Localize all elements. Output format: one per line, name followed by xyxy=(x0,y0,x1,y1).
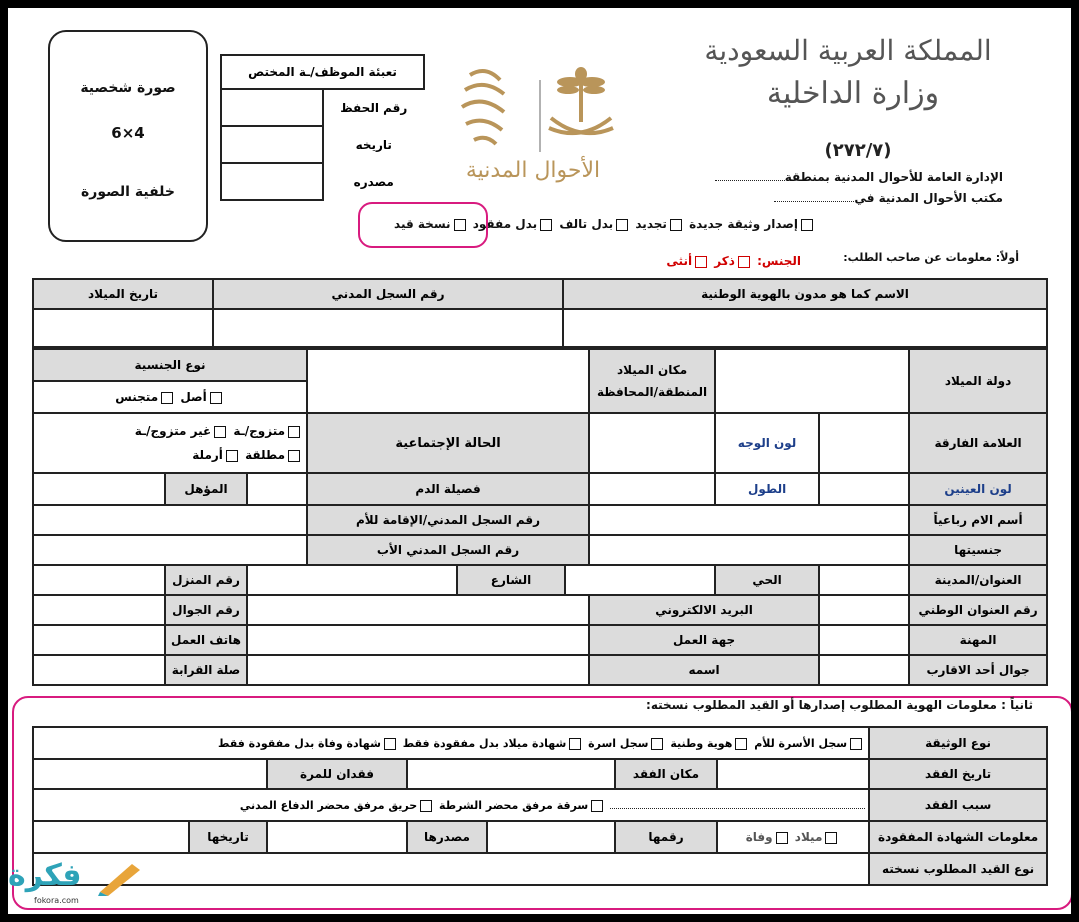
cert-source-label: مصدرها xyxy=(407,821,487,853)
work-phone-field[interactable] xyxy=(33,625,165,655)
form-number: (٢٧٢/٧) xyxy=(824,140,892,161)
relative-name-field[interactable] xyxy=(247,655,589,685)
ministry-title: وزارة الداخلية xyxy=(766,76,940,111)
cert-source-field[interactable] xyxy=(267,821,407,853)
fire-checkbox[interactable] xyxy=(420,800,432,812)
archive-source-field[interactable] xyxy=(221,163,323,200)
district-field[interactable] xyxy=(565,565,715,595)
email-label: البريد الالكتروني xyxy=(589,595,819,625)
archive-date-field[interactable] xyxy=(221,126,323,163)
qualification-field[interactable] xyxy=(33,473,165,505)
damaged-checkbox[interactable] xyxy=(616,219,628,231)
admin-line: الإدارة العامة للأحوال المدنية بمنطقة xyxy=(715,170,1003,184)
photo-box xyxy=(48,30,208,242)
theft-checkbox[interactable] xyxy=(591,800,603,812)
address-city-label: العنوان/المدينة xyxy=(909,565,1047,595)
record-copy-label: نوع القيد المطلوب نسخته xyxy=(869,853,1047,885)
cert-number-field[interactable] xyxy=(487,821,615,853)
office-line: مكتب الأحوال المدنية في xyxy=(774,191,1003,205)
civil-no-digits[interactable] xyxy=(213,309,563,347)
photo-background: خلفية الصورة xyxy=(81,184,175,200)
mother-nationality-label: جنسيتها xyxy=(909,535,1047,565)
original-checkbox[interactable] xyxy=(210,392,222,404)
logo-text: الأحوال المدنية xyxy=(465,158,601,183)
marital-status-label: الحالة الإجتماعية xyxy=(307,413,589,473)
house-no-field[interactable] xyxy=(33,565,165,595)
birth-country-field[interactable] xyxy=(307,349,589,413)
archive-date-label: تاريخه xyxy=(355,137,392,152)
email-field[interactable] xyxy=(247,595,589,625)
request-types: إصدار وثيقة جديدة تجديد بدل تالف بدل مفقود نسخة قيد xyxy=(394,217,816,231)
married-checkbox[interactable] xyxy=(288,426,300,438)
cert-date-field[interactable] xyxy=(33,821,189,853)
watermark xyxy=(8,858,148,910)
street-field[interactable] xyxy=(247,565,457,595)
mobile-field[interactable] xyxy=(33,595,165,625)
divorced-checkbox[interactable] xyxy=(288,450,300,462)
eye-color-field[interactable] xyxy=(819,473,909,505)
blood-type-field[interactable] xyxy=(247,473,307,505)
widow-checkbox[interactable] xyxy=(226,450,238,462)
archive-number-label: رقم الحفظ xyxy=(340,101,408,115)
loss-date-label: تاريخ الفقد xyxy=(869,759,1047,789)
national-address-label: رقم العنوان الوطني xyxy=(909,595,1047,625)
eye-color-label: لون العينين xyxy=(909,473,1047,505)
lost-checkbox[interactable] xyxy=(540,219,552,231)
male-checkbox[interactable] xyxy=(738,256,750,268)
relative-mobile-field[interactable] xyxy=(819,655,909,685)
family-record-checkbox[interactable] xyxy=(651,738,663,750)
section1-title: أولاً: معلومات عن صاحب الطلب: xyxy=(843,251,1019,264)
mother-id-digits[interactable] xyxy=(33,505,307,535)
photo-title: صورة شخصية xyxy=(80,80,176,96)
house-no-label: رقم المنزل xyxy=(165,565,247,595)
work-phone-label: هاتف العمل xyxy=(165,625,247,655)
face-color-label: لون الوجه xyxy=(715,413,819,473)
mother-id-label: رقم السجل المدني/الإقامة للأم xyxy=(307,505,589,535)
new-doc-checkbox[interactable] xyxy=(801,219,813,231)
cert-number-label: رقمها xyxy=(615,821,717,853)
cert-type-options: ميلاد وفاة xyxy=(717,821,869,853)
archive-source-label: مصدره xyxy=(353,174,394,189)
nationality-type-cell: نوع الجنسية أصل متجنس xyxy=(33,349,307,413)
mother-name-field[interactable] xyxy=(589,505,909,535)
mobile-label: رقم الجوال xyxy=(165,595,247,625)
archive-number-field[interactable] xyxy=(221,89,323,126)
civil-affairs-logo xyxy=(448,60,618,185)
birth-date-field[interactable] xyxy=(33,309,213,347)
employee-box-title: تعبئة الموظف/ـة المختص xyxy=(221,55,424,89)
employee-box xyxy=(220,54,425,201)
loss-count-field[interactable] xyxy=(33,759,267,789)
renew-checkbox[interactable] xyxy=(670,219,682,231)
civil-no-header: رقم السجل المدني xyxy=(213,279,563,309)
address-city-field[interactable] xyxy=(819,565,909,595)
national-id-checkbox[interactable] xyxy=(735,738,747,750)
lost-highlight-ring xyxy=(358,202,488,248)
photo-size: 6×4 xyxy=(111,124,145,142)
death-cert-checkbox[interactable] xyxy=(384,738,396,750)
loss-reason-options: سرقة مرفق محضر الشرطة حريق مرفق محضر الدفاع المدني xyxy=(33,789,869,821)
pencil-icon xyxy=(96,860,144,896)
cert-birth-checkbox[interactable] xyxy=(825,832,837,844)
lost-cert-info-label: معلومات الشهادة المفقودة xyxy=(869,821,1047,853)
mother-nationality-field[interactable] xyxy=(589,535,909,565)
birth-place-field[interactable] xyxy=(715,349,909,413)
name-field[interactable] xyxy=(563,309,1047,347)
loss-date-field[interactable] xyxy=(717,759,869,789)
section2-table xyxy=(32,726,1048,886)
unmarried-checkbox[interactable] xyxy=(214,426,226,438)
profession-field[interactable] xyxy=(819,625,909,655)
loss-place-label: مكان الفقد xyxy=(615,759,717,789)
street-label: الشارع xyxy=(457,565,565,595)
section2-title: ثانياً : معلومات الهوية المطلوب إصدارها أو القيد المطلوب نسخته: xyxy=(646,698,1033,712)
cert-date-label: تاريخها xyxy=(189,821,267,853)
mother-name-label: أسم الام رباعياً xyxy=(909,505,1047,535)
profession-label: المهنة xyxy=(909,625,1047,655)
loss-count-label: فقدان للمرة xyxy=(267,759,407,789)
height-field[interactable] xyxy=(589,473,715,505)
doc-type-label: نوع الوثيقة xyxy=(869,727,1047,759)
info-table xyxy=(32,348,1048,686)
blood-type-label: فصيلة الدم xyxy=(307,473,589,505)
palm-swords-icon xyxy=(448,60,618,160)
form-sheet xyxy=(8,8,1071,914)
watermark-brand: فكرة xyxy=(8,858,82,893)
relative-mobile-label: جوال أحد الاقارب xyxy=(909,655,1047,685)
naturalized-checkbox[interactable] xyxy=(161,392,173,404)
relation-field[interactable] xyxy=(33,655,165,685)
name-header: الاسم كما هو مدون بالهوية الوطنية xyxy=(563,279,1047,309)
loss-reason-label: سبب الفقد xyxy=(869,789,1047,821)
relation-label: صلة القرابة xyxy=(165,655,247,685)
watermark-url: fokora.com xyxy=(34,896,79,905)
birth-place-label: مكان الميلاد المنطقة/المحافظة xyxy=(589,349,715,413)
record-copy-field[interactable] xyxy=(33,853,869,885)
female-checkbox[interactable] xyxy=(695,256,707,268)
nationality-type-label: نوع الجنسية xyxy=(34,350,306,382)
birth-cert-checkbox[interactable] xyxy=(569,738,581,750)
birth-date-header: تاريخ الميلاد xyxy=(33,279,213,309)
cert-death-checkbox[interactable] xyxy=(776,832,788,844)
father-id-digits[interactable] xyxy=(33,535,307,565)
kingdom-title: المملكة العربية السعودية xyxy=(704,34,992,67)
doc-type-options: سجل الأسرة للأم هوية وطنية سجل اسرة شهادة ميلاد بدل مفقودة فقط شهادة وفاة بدل مفقودة فقط xyxy=(33,727,869,759)
family-record-mother-checkbox[interactable] xyxy=(850,738,862,750)
loss-place-field[interactable] xyxy=(407,759,615,789)
employer-field[interactable] xyxy=(247,625,589,655)
distinguishing-mark-label: العلامة الفارقة xyxy=(909,413,1047,473)
national-address-field[interactable] xyxy=(819,595,909,625)
father-id-label: رقم السجل المدني الأب xyxy=(307,535,589,565)
district-label: الحي xyxy=(715,565,819,595)
qualification-label: المؤهل xyxy=(165,473,247,505)
relative-name-label: اسمه xyxy=(589,655,819,685)
gender-row: الجنس: ذكر أنثى xyxy=(666,254,801,268)
marital-options: متزوج/ـة غير متزوج/ـة مطلقة أرملة xyxy=(33,413,307,473)
face-color-field[interactable] xyxy=(589,413,715,473)
employer-label: جهة العمل xyxy=(589,625,819,655)
id-table xyxy=(32,278,1048,348)
height-label: الطول xyxy=(715,473,819,505)
birth-country-label: دولة الميلاد xyxy=(909,349,1047,413)
distinguishing-mark-field[interactable] xyxy=(819,413,909,473)
